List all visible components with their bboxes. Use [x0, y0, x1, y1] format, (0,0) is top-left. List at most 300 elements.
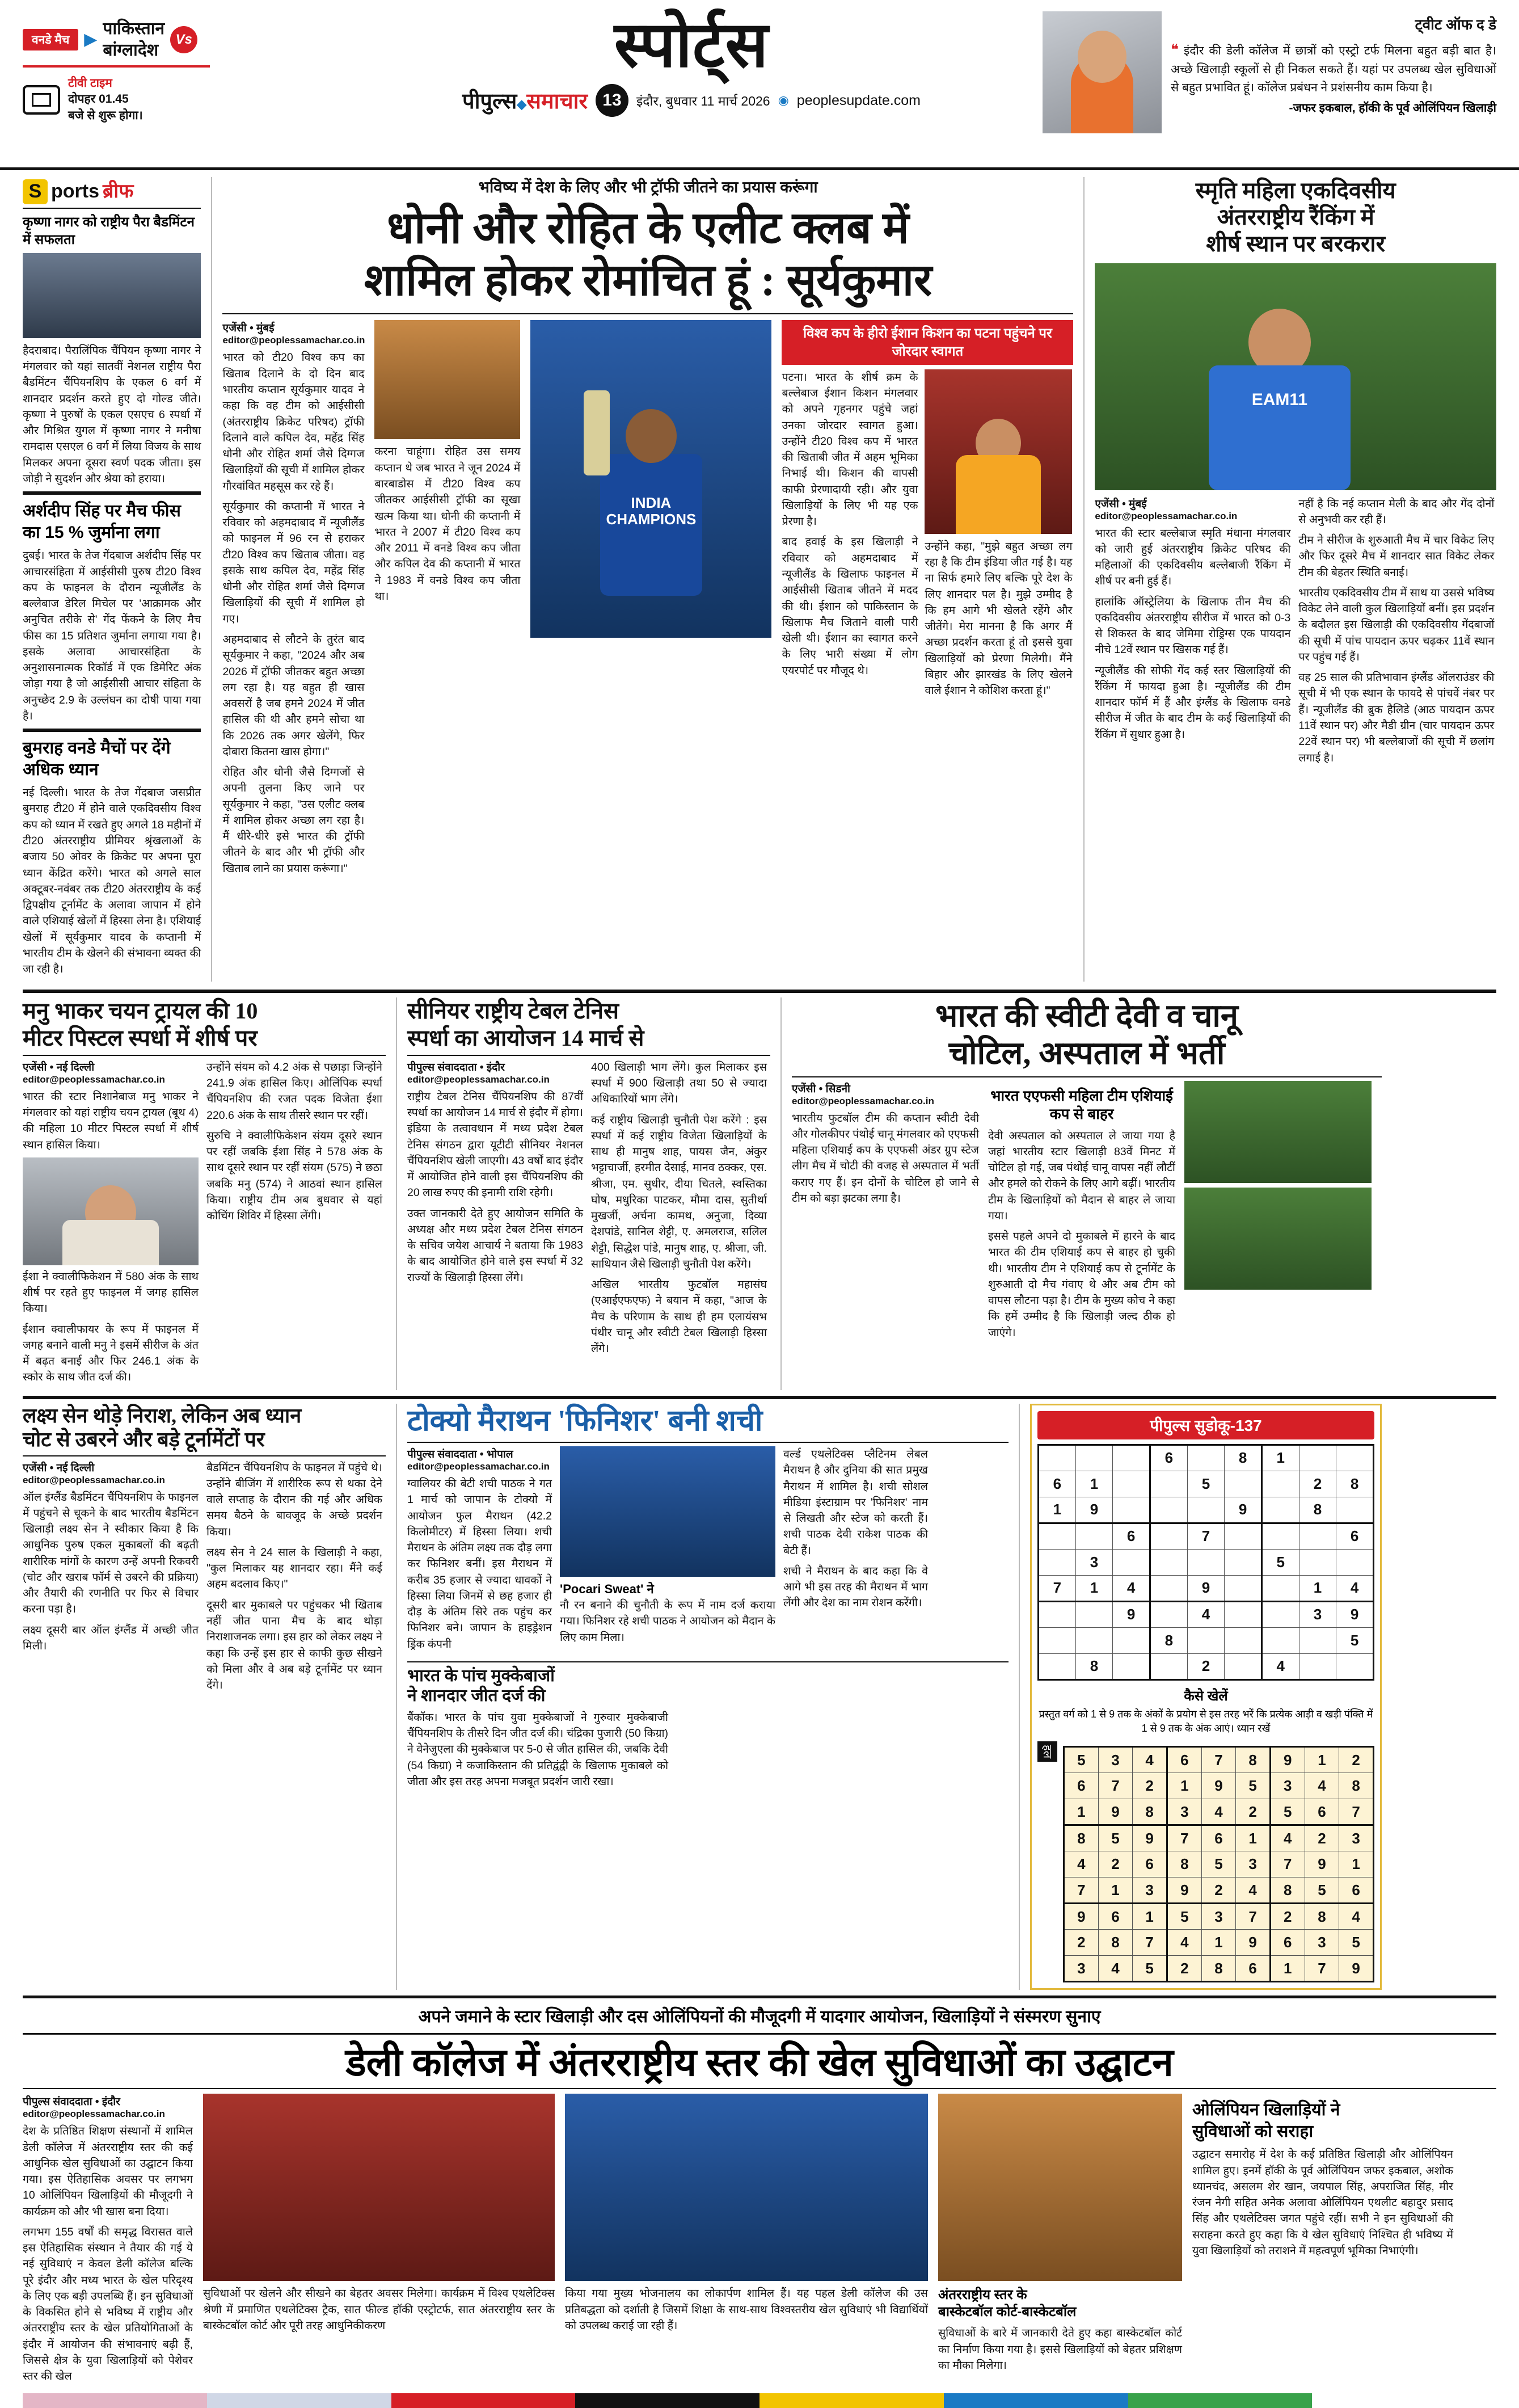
- sudoku-cell-4-5[interactable]: [1225, 1549, 1262, 1575]
- manu-para-1: भारत की स्टार निशानेबाज मनु भाकर ने मंगलवार को यहां राष्ट्रीय चयन ट्रायल (बूथ 4) की महिला 10 मीटर पिस्टल स्पर्धा में शीर्ष स्थान हासिल किया।: [23, 1090, 199, 1151]
- sudoku-cell-6-2[interactable]: 9: [1113, 1601, 1150, 1627]
- jersey-text: INDIA CHAMPIONS: [606, 494, 697, 528]
- smriti-story: [1095, 177, 1496, 982]
- sudoku-cell-5-0: 7: [1064, 1877, 1099, 1904]
- sudoku-cell-1-1[interactable]: 1: [1075, 1471, 1113, 1497]
- bottom-side-para-1: उद्घाटन समारोह में देश के कई प्रतिष्ठित खिलाड़ी और ओलिंपियन शामिल हुए। इनमें हॉकी के पूर्व ओलिंपियन जफर इकबाल, अशोक ध्यानचंद, असलम शेर खान, जयपाल सिंह, अपराजित सिंह, मीर रंजन नेगी सहित अनेक अलावा ओलिंपियन एथलीट बहादुर प्रसाद सिंह और एथलेटिक्स जगत पहुंचे रहीं। सभी ने इन सुविधाओं की सराहना करते हुए कहा कि ये खेल सुविधाएं निश्चित ही भविष्य में युवा खिलाड़ियों को तराशने में महत्वपूर्ण भूमिका निभाएंगी।: [1192, 2148, 1453, 2257]
- sudoku-cell-5-3[interactable]: [1150, 1575, 1187, 1601]
- bottom-byline: पीपुल्स संवाददाता • इंदौर: [23, 2096, 120, 2108]
- tokyo-headline: टोक्यो मैराथन 'फिनिशर' बनी शची: [407, 1404, 763, 1437]
- sudoku-cell-8-8: 9: [1339, 1956, 1374, 1982]
- boxing-headline-line-1: भारत के पांच मुक्केबाजों: [407, 1666, 555, 1685]
- lakshya-byline: एजेंसी • नई दिल्ली: [23, 1462, 95, 1474]
- brief-item-2-title: अर्शदीप सिंह पर मैच फीस का 15 % जुर्माना लगा: [23, 502, 181, 542]
- manu-headline: [23, 997, 386, 1051]
- page-number-badge: 13: [596, 84, 628, 117]
- sudoku-cell-8-3[interactable]: [1150, 1653, 1187, 1679]
- sudoku-cell-2-1[interactable]: 9: [1075, 1497, 1113, 1523]
- tt-para-2: उक्त जानकारी देते हुए आयोजन समिति के अध्यक्ष और मध्य प्रदेश टेबल टेनिस संगठन के सचिव जयेश आचार्य ने बताया कि 1983 के बाद आयोजित होने वाले इस स्पर्धा में 32 राज्यों के खिलाड़ी हिस्सा लेंगे।: [407, 1207, 583, 1284]
- sudoku-cell-5-7: 5: [1305, 1877, 1339, 1904]
- smriti-photo: EAM11: [1095, 263, 1496, 490]
- match-badge: वनडे मैच: [23, 29, 78, 50]
- lakshya-para-2: बैडमिंटन चैंपियनशिप के फाइनल में पहुंचे थे। उन्होंने बीजिंग में शारीरिक रूप से थका देने वाले सप्ताह के दौरान की गई और अधिक समय बैठने के बावजूद के अच्छे प्रदर्शन किया।: [206, 1461, 382, 1538]
- sudoku-cell-3-3[interactable]: [1150, 1523, 1187, 1549]
- sudoku-cell-6-2: 1: [1133, 1904, 1167, 1930]
- odi-row: [23, 18, 340, 61]
- sweety-email[interactable]: editor@peoplessamachar.co.in: [792, 1095, 934, 1106]
- sudoku-cell-2-0: 1: [1064, 1799, 1099, 1825]
- sudoku-cell-1-3[interactable]: [1150, 1471, 1187, 1497]
- sports-brief-column: [23, 177, 201, 982]
- sudoku-cell-2-1: 9: [1098, 1799, 1133, 1825]
- bottom-text-col-1: [23, 2094, 193, 2389]
- lead-para-3: अहमदाबाद से लौटने के तुरंत बाद सूर्यकुमार ने कहा, "2024 और अब 2026 में ट्रॉफी जीतकर बहुत अच्छा लग रहा है। यह बहुत ही खास अवसरों है जब हमने 2024 में जीत हासिल की थी और हमने सोचा था कि 2026 तक अगर खेलेंगे, फिर दोबारा कितना खास होगा।": [222, 633, 365, 758]
- manu-headline-line-1: मनु भाकर चयन ट्रायल की 10: [23, 998, 258, 1024]
- sudoku-cell-3-7: 2: [1305, 1825, 1339, 1851]
- lakshya-story: [23, 1404, 386, 1990]
- sudoku-cell-1-4[interactable]: 5: [1187, 1471, 1225, 1497]
- sudoku-cell-3-5[interactable]: [1225, 1523, 1262, 1549]
- sudoku-cell-4-7: 9: [1305, 1851, 1339, 1877]
- sudoku-cell-0-4: 7: [1201, 1747, 1236, 1773]
- sudoku-cell-2-8: 7: [1339, 1799, 1374, 1825]
- tokyo-para-1: ग्वालियर की बेटी शची पाठक ने गत 1 मार्च को जापान के टोक्यो में आयोजन फुल मैराथन (42.2 किलोमीटर) में हिस्सा लिया। शची मैराथन के अंतिम लक्ष्य तक दौड़ लगा कर फिनिशर बनीं। इस मैराथन में करीब 35 हजार से ज्यादा धावकों ने हिस्सा लिया जिनमें से छह हजार ही दौड़ के अंतिम सिरे तक पहुंच कर फिनिशर बने। जापान के हाइड्रेशन ड्रिंक कंपनी: [407, 1477, 552, 1651]
- sudoku-cell-7-6[interactable]: [1261, 1627, 1299, 1653]
- globe-icon: ◉: [778, 93, 789, 107]
- sudoku-cell-8-1[interactable]: 8: [1075, 1653, 1113, 1679]
- bottom-mega-headline: डेली कॉलेज में अंतरराष्ट्रीय स्तर की खेल सुविधाओं का उद्घाटन: [345, 2041, 1174, 2085]
- sudoku-cell-1-8: 8: [1339, 1773, 1374, 1799]
- sudoku-cell-2-0[interactable]: 1: [1039, 1497, 1076, 1523]
- sudoku-cell-4-3[interactable]: [1150, 1549, 1187, 1575]
- sudoku-cell-5-4[interactable]: 9: [1187, 1575, 1225, 1601]
- boxing-headline-line-2: ने शानदार जीत दर्ज की: [407, 1686, 546, 1706]
- sudoku-cell-1-1: 7: [1098, 1773, 1133, 1799]
- sudoku-cell-4-7[interactable]: [1299, 1549, 1336, 1575]
- tv-icon: [23, 85, 60, 115]
- sudoku-cell-7-1[interactable]: [1075, 1627, 1113, 1653]
- boxing-para-1: बैंकॉक। भारत के पांच युवा मुक्केबाजों ने गुरुवार मुक्केबाजी चैंपियनशिप के तीसरे दिन जीत दर्ज की। चंद्रिका पुजारी (50 किग्रा) ने वेनेजुएला की मुक्केबाज पर 5-0 से जीत हासिल की, जबकि देवी (54 किग्रा) ने कजाकिस्तान की प्रतिद्वंद्वी के खिलाफ मुकाबले को जीता और इस तरह अपना मजबूत प्रदर्शन जारी रखा।: [407, 1711, 668, 1788]
- tokyo-byline: पीपुल्स संवाददाता • भोपाल: [407, 1449, 513, 1461]
- tt-para-1: राष्ट्रीय टेबल टेनिस चैंपियनशिप की 87वीं स्पर्धा का आयोजन 14 मार्च से इंदौर में होगा। इंडिया के तत्वावधान में मध्य प्रदेश टेबल टेनिस संगठन द्वारा यूटीटी सीनियर नेशनल चैंपियनशिप खेली जाएगी। 43 वर्षों बाद इंदौर में आयोजित होने वाली इस चैंपियनशिप की 20 लाख रुपए की इनामी राशि रहेगी।: [407, 1090, 583, 1199]
- sweety-photo-2: [1184, 1188, 1372, 1290]
- divider-red: [23, 65, 210, 68]
- sudoku-cell-3-4[interactable]: 7: [1187, 1523, 1225, 1549]
- sudoku-cell-0-5[interactable]: 8: [1225, 1445, 1262, 1471]
- brief-logo-hindi: ब्रीफ: [103, 180, 134, 202]
- sudoku-cell-4-6: 7: [1270, 1851, 1305, 1877]
- sudoku-cell-6-3[interactable]: [1150, 1601, 1187, 1627]
- sudoku-cell-3-7[interactable]: [1299, 1523, 1336, 1549]
- sudoku-cell-6-8[interactable]: 9: [1336, 1601, 1374, 1627]
- brief-item-3-body: नई दिल्ली। भारत के तेज गेंदबाज जसप्रीत बुमराह टी20 में होने वाले एकदिवसीय विश्व कप को ध्यान में रखते हुए अगले 18 महीनों में टी20 अंतरराष्ट्रीय प्रीमियर श्रृंखलाओं के बजाय 50 ओवर के क्रिकेट पर अपना पूरा ध्यान केंद्रित करेंगे। भारत को अगले साल अक्टूबर-नवंबर तक टी20 अंतरराष्ट्रीय के कई द्विपक्षीय टूर्नामेंट के अलावा जापान में होने वाले एशियाई खेलों में हिस्सा लेना है। एशियाई खेलों में सूर्यकुमार यादव के कप्तानी में भारतीय टीम के खेलने की संभावना व्यक्त की जा रही है।: [23, 786, 201, 976]
- sudoku-cell-7-0: 2: [1064, 1930, 1099, 1956]
- tokyo-email[interactable]: editor@peoplessamachar.co.in: [407, 1461, 550, 1472]
- teams-block: [103, 18, 164, 61]
- sudoku-cell-6-1[interactable]: [1075, 1601, 1113, 1627]
- sudoku-cell-8-0: 3: [1064, 1956, 1099, 1982]
- bottom-side-head-1: [1192, 2099, 1453, 2142]
- brief-item-3-title: बुमराह वनडे मैचों पर देंगे अधिक ध्यान: [23, 739, 171, 779]
- tt-para-4: कई राष्ट्रीय खिलाड़ी चुनौती पेश करेंगे : इस स्पर्धा में कई राष्ट्रीय विजेता खिलाड़ियों के साथ ही मानुष शाह, पायस जैन, अंकुर भट्टाचार्जी, हरमीत देसाई, मानव ठक्कर, एस. श्रीजा, एम. सुधीर, दीया चितले, स्वस्तिका घोष, मधुरिका पाटकर, मौमा दास, सुतीर्था मुखर्जी, अर्चना कामथ, अनुजा, दिव्या देशपांडे, सानिल शेट्टी, ए. अमलराज, सलिल शेट्टी, सिद्धेश पांडे, मानुष शाह, ए. श्रीजा, जी. साथियान जैसे खिलाड़ी चुनौती पेश करेंगे।: [591, 1113, 767, 1270]
- sudoku-cell-4-4: 5: [1201, 1851, 1236, 1877]
- sudoku-cell-5-1[interactable]: 1: [1075, 1575, 1113, 1601]
- brief-item-1-body: हैदराबाद। पैरालिंपिक चैंपियन कृष्णा नागर ने मंगलवार को यहां सातवीं नेशनल राष्ट्रीय पैरा बैडमिंटन चैंपियनशिप के एकल 6 वर्ग में शानदार प्रदर्शन करते हुए दो गोल्ड जीते। कृष्णा ने पुरुषों के एकल एसएच 6 स्पर्धा में और मिश्रित युगल में कृष्णा नागर ने मनीषा रामदास एसएल 6 वर्ग में लिया विजय के साथ मिलकर अपना दूसरा स्वर्ण पदक जीता। इस जोड़ी ने सुदर्शन और श्रेया को हराया।: [23, 344, 201, 485]
- brief-item-1-photo: [23, 253, 201, 338]
- sudoku-cell-5-4: 2: [1201, 1877, 1236, 1904]
- sudoku-cell-6-6[interactable]: [1261, 1601, 1299, 1627]
- sudoku-cell-3-1[interactable]: [1075, 1523, 1113, 1549]
- sudoku-cell-4-0[interactable]: [1039, 1549, 1076, 1575]
- sudoku-cell-2-4: 4: [1201, 1799, 1236, 1825]
- sudoku-cell-5-2: 3: [1133, 1877, 1167, 1904]
- lakshya-para-3: लक्ष्य सेन ने 24 साल के खिलाड़ी ने कहा, "कुल मिलाकर यह शानदार रहा। मैंने कई अहम बदलाव किए।": [206, 1546, 382, 1591]
- sudoku-cell-2-8[interactable]: [1336, 1497, 1374, 1523]
- ishan-story: [782, 320, 1073, 881]
- sudoku-cell-4-2[interactable]: [1113, 1549, 1150, 1575]
- vs-icon: Vs: [170, 26, 197, 53]
- tv-time-text: [68, 75, 143, 124]
- sudoku-cell-8-1: 4: [1098, 1956, 1133, 1982]
- bottom-side-head1-line2: सुविधाओं को सराहा: [1192, 2121, 1314, 2141]
- sudoku-cell-1-0: 6: [1064, 1773, 1099, 1799]
- sudoku-cell-5-2[interactable]: 4: [1113, 1575, 1150, 1601]
- sudoku-cell-2-4[interactable]: [1187, 1497, 1225, 1523]
- bottom-side-para-2: सुविधाओं के बारे में जानकारी देते हुए कहा बास्केटबॉल कोर्ट का निर्माण किया गया है। इससे खिलाड़ियों को बेहतर प्रशिक्षण का मौका मिलेगा।: [938, 2327, 1182, 2372]
- lead-main-photo: [530, 320, 771, 638]
- play-arrow-icon: ▶: [84, 30, 98, 49]
- tv-time-block: [23, 75, 340, 124]
- tweet-text-value: इंदौर की डेली कॉलेज में छात्रों को एस्ट्रो टर्फ मिलना बहुत बड़ी बात है। अच्छे खिलाड़ी स्कूलों से ही निकल सकते हैं। यहां पर उपलब्ध खेल सुविधाओं से बहुत प्रभावित हूं। कॉलेज प्रबंधन ने प्रशंसनीय काम किया है।: [1171, 44, 1496, 94]
- bottom-photo-3-wrap: [938, 2094, 1182, 2389]
- smriti-headline-line-1: स्मृति महिला एकदिवसीय: [1195, 178, 1396, 203]
- sudoku-cell-2-3[interactable]: [1150, 1497, 1187, 1523]
- sudoku-cell-8-3: 2: [1167, 1956, 1201, 1982]
- manu-para-4: उन्होंने संयम को 4.2 अंक से पछाड़ा जिन्होंने 241.9 अंक हासिल किए। ओलिंपिक स्पर्धा चैंपियनशिप की रजत पदक विजेता ईशा 220.6 अंक के साथ तीसरे स्थान पर रहीं।: [206, 1060, 382, 1122]
- tokyo-para-3: वर्ल्ड एथलेटिक्स प्लैटिनम लेबल मैराथन है और दुनिया की सात प्रमुख मैराथन में शामिल है। शची सोशल मीडिया इंस्टाग्राम पर 'फिनिशर' नाम से लिखती और स्टेज को करती हैं। शची पाठक देवी राकेश पाठक की बेटी हैं।: [783, 1448, 928, 1557]
- sudoku-cell-0-3: 6: [1167, 1747, 1201, 1773]
- sudoku-cell-5-6: 8: [1270, 1877, 1305, 1904]
- sudoku-cell-3-8: 3: [1339, 1825, 1374, 1851]
- sudoku-cell-2-5[interactable]: 9: [1225, 1497, 1262, 1523]
- sweety-headline: [792, 997, 1382, 1072]
- tweet-of-the-day: [1043, 8, 1496, 133]
- sudoku-cell-8-0[interactable]: [1039, 1653, 1076, 1679]
- sudoku-cell-1-5: 5: [1236, 1773, 1271, 1799]
- tokyo-para-2: नौ रन बनाने की चुनौती के रूप में नाम दर्ज कराया गया। फिनिशर रहे शची पाठक ने आयोजन को मैदान के लिए काम मिला।: [560, 1599, 775, 1644]
- sudoku-cell-2-2: 8: [1133, 1799, 1167, 1825]
- sudoku-cell-6-6: 2: [1270, 1904, 1305, 1930]
- sudoku-cell-4-8[interactable]: [1336, 1549, 1374, 1575]
- tt-para-3: 400 खिलाड़ी भाग लेंगे। कुल मिलाकर इस स्पर्धा में 900 खिलाड़ी तथा 50 से ज्यादा अधिकारियों भाग लेंगे।: [591, 1060, 767, 1106]
- bottom-photo-3: [938, 2094, 1182, 2281]
- tv-line-1: दोपहर 01.45: [68, 92, 129, 106]
- sudoku-cell-1-5[interactable]: [1225, 1471, 1262, 1497]
- sudoku-cell-7-3[interactable]: 8: [1150, 1627, 1187, 1653]
- sudoku-cell-4-3: 8: [1167, 1851, 1201, 1877]
- brand-row: [340, 84, 1043, 117]
- sudoku-cell-6-8: 4: [1339, 1904, 1374, 1930]
- sudoku-cell-3-6[interactable]: [1261, 1523, 1299, 1549]
- lead-para-4: रोहित और धोनी जैसे दिग्गजों से अपनी तुलना किए जाने पर सूर्यकुमार ने कहा, "उस एलीट क्लब में शामिल होकर अच्छा लग रहा है। मैं धीरे-धीरे इसे भारत की ट्रॉफी जीतने के बाद और भी ट्रॉफी और खिताब लाने का प्रयास करूंगा।": [222, 766, 365, 875]
- sudoku-cell-6-3: 5: [1167, 1904, 1201, 1930]
- tweet-heading: ट्वीट ऑफ द डे: [1415, 16, 1496, 33]
- sudoku-cell-1-0[interactable]: 6: [1039, 1471, 1076, 1497]
- sweety-photo-1: [1184, 1081, 1372, 1183]
- sudoku-cell-7-2[interactable]: [1113, 1627, 1150, 1653]
- sudoku-cell-7-5[interactable]: [1225, 1627, 1262, 1653]
- smriti-para-3: न्यूजीलैंड की सोफी गेंद कई स्तर खिलाड़ियों की रैंकिंग में फायदा हुआ है। न्यूजीलैंड की टीम शानदार फॉर्म में हैं और इंग्लैंड के खिलाफ वनडे सीरीज में जीत के बाद टीम के कई खिलाड़ियों की रैंकिंग में सुधार हुआ है।: [1095, 664, 1291, 741]
- ishan-headline: विश्व कप के हीरो ईशान किशन का पटना पहुंचने पर जोरदार स्वागत: [782, 320, 1073, 364]
- bottom-photo-2: [565, 2094, 928, 2281]
- lead-para-5: करना चाहूंगा। रोहित उस समय कप्तान थे जब भारत ने जून 2024 में बारबाडोस में टी20 विश्व कप जीतकर आईसीसी ट्रॉफी का सूखा खत्म किया था। धोनी की कप्तानी में भारत ने 2007 में टी20 विश्व कप और 2011 में वनडे विश्व कप जीता और कपिल देव की कप्तानी में भारत ने 1983 में वनडे विश्व कप जीता था।: [374, 445, 521, 603]
- sudoku-cell-3-2[interactable]: 6: [1113, 1523, 1150, 1549]
- lakshya-headline-line-2: चोट से उबरने और बड़े टूर्नामेंटों पर: [23, 1428, 265, 1451]
- bottom-para-2: लगभग 155 वर्षों की समृद्ध विरासत वाले इस ऐतिहासिक संस्थान ने तैयार की गई ये नई सुविधाएं न केवल डेली कॉलेज बल्कि पूरे इंदौर और मध्य भारत के खेल परिदृश्य के लिए एक बड़ी उपलब्धि हैं। इन सुविधाओं के विकसित होने से भविष्य में राष्ट्रीय और अंतरराष्ट्रीय स्तर के खेल प्रतियोगिताओं के इंदौर में आयोजन की संभावनाएं बढ़ी हैं, जिससे क्षेत्र के युवा खिलाड़ियों को पेशेवर स्तर की खेल: [23, 2225, 193, 2383]
- sudoku-cell-3-2: 9: [1133, 1825, 1167, 1851]
- sudoku-cell-6-7: 8: [1305, 1904, 1339, 1930]
- tt-headline: [407, 997, 770, 1051]
- manu-para-3: ईशान क्वालीफायर के रूप में फाइनल में जगह बनाने वाली मनु ने इसमें सीरीज के अंत में बढ़त बनाई और फिर 246.1 अंक के स्कोर के साथ जीत दर्ज की।: [23, 1323, 199, 1384]
- ishan-para-1: पटना। भारत के शीर्ष क्रम के बल्लेबाज ईशान किशन मंगलवार को अपने गृहनगर पहुंचे जहां उनका जोरदार स्वागत हुआ। उन्होंने टी20 विश्व कप में भारत की खिताबी जीत में अहम भूमिका निभाई थी। किशन की वापसी काफी प्रेरणादायी रही। और युवा खिलाड़ियों के लिए भी यह एक प्रेरणा है।: [782, 371, 918, 528]
- smriti-para-7: वह 25 साल की प्रतिभावान इंग्लैंड ऑलराउंडर की सूची में भी एक स्थान के फायदे से पांचवें नंबर पर हैं। न्यूजीलैंड की ब्रुक हैलिडे (आठ पायदान ऊपर 11वें स्थान पर) और मैडी ग्रीन (चार पायदान ऊपर 22वें स्थान पर) भी बल्लेबाजों की सूची में छलांग लगाई है।: [1298, 671, 1495, 764]
- smriti-email[interactable]: editor@peoplessamachar.co.in: [1095, 510, 1238, 521]
- website-url[interactable]: peoplesupdate.com: [796, 92, 921, 108]
- smriti-para-5: टीम ने सीरीज के शुरुआती मैच में चार विकेट लिए और फिर दूसरे मैच में शानदार सात विकेट लेकर टीम की बेहतर स्थिति बनाई।: [1298, 534, 1495, 579]
- sudoku-cell-4-6[interactable]: 5: [1261, 1549, 1299, 1575]
- lakshya-headline: [23, 1404, 386, 1452]
- smriti-headline: [1095, 177, 1496, 258]
- tt-headline-line-2: स्पर्धा का आयोजन 14 मार्च से: [407, 1025, 644, 1051]
- brief-item-1-title: कृष्णा नागर को राष्ट्रीय पैरा बैडमिंटन में सफलता: [23, 214, 195, 247]
- sudoku-cell-7-7[interactable]: [1299, 1627, 1336, 1653]
- manu-para-2: ईशा ने क्वालीफिकेशन में 580 अंक के साथ शीर्ष पर रहते हुए फाइनल में जगह हासिल किया।: [23, 1270, 199, 1315]
- sudoku-cell-0-1[interactable]: [1075, 1445, 1113, 1471]
- sudoku-cell-6-4: 3: [1201, 1904, 1236, 1930]
- sudoku-title: पीपुल्स सुडोकू-137: [1037, 1411, 1374, 1439]
- sudoku-cell-6-0[interactable]: [1039, 1601, 1076, 1627]
- sudoku-answer-label: हल: [1037, 1741, 1057, 1762]
- bottom-side-column: [1192, 2094, 1453, 2389]
- sudoku-cell-3-0: 8: [1064, 1825, 1099, 1851]
- sudoku-cell-3-1: 5: [1098, 1825, 1133, 1851]
- tweet-author-photo: [1043, 11, 1162, 133]
- tokyo-story: [407, 1404, 1009, 1990]
- sudoku-cell-7-4: 1: [1201, 1930, 1236, 1956]
- sudoku-cell-7-3: 4: [1167, 1930, 1201, 1956]
- bottom-side-head-2: [938, 2287, 1182, 2321]
- lead-story: [222, 177, 1073, 982]
- sudoku-cell-5-5: 4: [1236, 1877, 1271, 1904]
- lead-text-col-2: [374, 320, 520, 881]
- smriti-byline: एजेंसी • मुंबई: [1095, 498, 1147, 510]
- sudoku-cell-8-5: 6: [1236, 1956, 1271, 1982]
- tokyo-para-4: शची ने मैराथन के बाद कहा कि वे आगे भी इस तरह की मैराथन में भाग लेंगी और देश का नाम रोशन करेंगी।: [783, 1564, 928, 1610]
- sudoku-cell-7-8[interactable]: 5: [1336, 1627, 1374, 1653]
- manu-email[interactable]: editor@peoplessamachar.co.in: [23, 1074, 165, 1085]
- sudoku-cell-0-8: 2: [1339, 1747, 1374, 1773]
- sudoku-cell-7-0[interactable]: [1039, 1627, 1076, 1653]
- sudoku-cell-5-5[interactable]: [1225, 1575, 1262, 1601]
- sudoku-cell-2-6[interactable]: [1261, 1497, 1299, 1523]
- team-1: पाकिस्तान: [103, 19, 165, 38]
- boxing-headline: [407, 1666, 668, 1706]
- brief-logo-s: S: [23, 179, 48, 204]
- sudoku-cell-8-8[interactable]: [1336, 1653, 1374, 1679]
- sudoku-cell-7-4[interactable]: [1187, 1627, 1225, 1653]
- smriti-para-2: हालांकि ऑस्ट्रेलिया के खिलाफ तीन मैच की एकदिवसीय अंतरराष्ट्रीय सीरीज में भारत को 0-3 से शिकस्त के बाद जेमिमा रोड्रिग्स एक पायदान नीचे 12वें स्थान पर खिसक गई हैं।: [1095, 595, 1291, 656]
- sudoku-solution-grid: [1063, 1746, 1374, 1982]
- sweety-byline: एजेंसी • सिडनी: [792, 1083, 850, 1095]
- lead-main-photo-wrap: [530, 320, 771, 881]
- sudoku-cell-1-2[interactable]: [1113, 1471, 1150, 1497]
- ishan-para-2: बाद हवाई के इस खिलाड़ी ने रविवार को अहमदाबाद में न्यूजीलैंड के खिलाफ फाइनल में आईसीसी खिताब जीतने में मदद की थी। ईशान को पाकिस्तान के खिलाफ मैच जिताने वाली पारी खेली थी। ईशान का स्वागत करने के लिए भारी संख्या में लोग एयरपोर्ट पर मौजूद थे।: [782, 536, 918, 677]
- sudoku-how-text: प्रस्तुत वर्ग को 1 से 9 तक के अंकों के प्रयोग से इस तरह भरें कि प्रत्येक आड़ी व खड़ी पंक्ति में 1 से 9 तक के अंक आएं। ध्यान रखें: [1039, 1708, 1373, 1734]
- lead-para-1: भारत को टी20 विश्व कप का खिताब दिलाने के दो दिन बाद भारतीय कप्तान सूर्यकुमार यादव ने कहा कि वह टीम को आईसीसी (अंतरराष्ट्रीय क्रिकेट परिषद) ट्रॉफी दिलाने वाले कपिल देव, महेंद्र सिंह धोनी और रोहित शर्मा जैसे दिग्गज खिलाड़ियों की सूची में शामिल होकर गौरवांवित महसूस कर रहे हैं।: [222, 351, 365, 492]
- lakshya-para-5: लक्ष्य दूसरी बार ऑल इंग्लैंड में अच्छी जीत मिली।: [23, 1623, 199, 1652]
- lead-para-2: सूर्यकुमार की कप्तानी में भारत ने रविवार को अहमदाबाद में न्यूजीलैंड को फाइनल में 96 रन से हराकर टी20 विश्व कप खिताब जीता। वह इसके साथ कपिल देव, महेंद्र सिंह धोनी और रोहित शर्मा जैसे दिग्गज खिलाड़ियों की सूची में शामिल हो गए।: [222, 500, 365, 625]
- sudoku-cell-1-7[interactable]: 2: [1299, 1471, 1336, 1497]
- sudoku-cell-1-8[interactable]: 8: [1336, 1471, 1374, 1497]
- bottom-side-head1-line1: ओलिंपियन खिलाड़ियों ने: [1192, 2100, 1340, 2120]
- sudoku-cell-0-0[interactable]: [1039, 1445, 1076, 1471]
- sudoku-cell-5-3: 9: [1167, 1877, 1201, 1904]
- sudoku-cell-0-5: 8: [1236, 1747, 1271, 1773]
- sudoku-cell-8-7[interactable]: [1299, 1653, 1336, 1679]
- sudoku-cell-6-5: 7: [1236, 1904, 1271, 1930]
- masthead-title-block: [340, 8, 1043, 117]
- sweety-para-2: देवी अस्पताल को अस्पताल ले जाया गया है जहां भारतीय स्टार खिलाड़ी 83वें मिनट में चोटिल हो गई, जब पंथोई चानू वापस नहीं लौटीं और हमले को रोकने के लिए आगे बढ़ीं। भारतीय टीम के खिलाड़ियों को मैदान से बाहर ले जाया गया।: [988, 1129, 1175, 1222]
- footer-color-bar: [23, 2393, 1496, 2408]
- tt-para-5: अखिल भारतीय फुटबॉल महासंघ (एआईएफएफ) ने बयान में कहा, "आज के मैच के परिणाम के साथ ही हम एलायंसभ पंथीर चानू और स्वीटी टेबल खिलाड़ी हिस्सा लेंगे।: [591, 1278, 767, 1355]
- quote-mark-icon: ❝: [1171, 41, 1179, 58]
- sudoku-cell-3-3: 7: [1167, 1825, 1201, 1851]
- lakshya-email[interactable]: editor@peoplessamachar.co.in: [23, 1474, 165, 1485]
- brand-part-1: पीपुल्स: [462, 90, 517, 113]
- smriti-para-1: भारत की स्टार बल्लेबाज स्मृति मंधाना मंगलवार को जारी हुई अंतरराष्ट्रीय क्रिकेट परिषद की महिलाओं की एकदिवसीय बल्लेबाजी रैंकिंग में शीर्ष पर बनी हुई हैं।: [1095, 527, 1291, 588]
- sudoku-cell-0-7[interactable]: [1299, 1445, 1336, 1471]
- sudoku-grid[interactable]: [1037, 1444, 1374, 1681]
- sudoku-cell-0-8[interactable]: [1336, 1445, 1374, 1471]
- sudoku-cell-7-2: 7: [1133, 1930, 1167, 1956]
- sudoku-cell-4-5: 3: [1236, 1851, 1271, 1877]
- sudoku-cell-0-4[interactable]: [1187, 1445, 1225, 1471]
- sudoku-cell-8-2[interactable]: [1113, 1653, 1150, 1679]
- page-title: स्पोर्ट्स: [614, 10, 769, 81]
- lakshya-para-1: ऑल इंग्लैंड बैडमिंटन चैंपियनशिप के फाइनल में पहुंचने से चूकने के बाद भारतीय बैडमिंटन खिलाड़ी लक्ष्य सेन ने स्वीकार किया है कि आधुनिक पुरुष एकल मुकाबलों की बढ़ती शारीरिक मांगों के कारण उन्हें अपनी रिकवरी (चोट और खराब फॉर्म से उबरने की प्रक्रिया) और तैयारी की रणनीति पर फिर से विचार करना पड़ा है।: [23, 1491, 199, 1616]
- sudoku-cell-0-1: 3: [1098, 1747, 1133, 1773]
- lead-headline-line-1: धोनी और रोहित के एलीट क्लब में: [387, 203, 909, 253]
- sudoku-cell-8-6[interactable]: 4: [1261, 1653, 1299, 1679]
- tt-headline-line-1: सीनियर राष्ट्रीय टेबल टेनिस: [407, 998, 619, 1024]
- bottom-side-head2-line2: बास्केटबॉल कोर्ट-बास्केटबॉल: [938, 2304, 1077, 2320]
- bottom-band: अपने जमाने के स्टार खिलाड़ी और दस ओलिंपियनों की मौजूदगी में यादगार आयोजन, खिलाड़ियों ने संस्मरण सुनाए: [23, 1996, 1496, 2035]
- sudoku-cell-8-6: 1: [1270, 1956, 1305, 1982]
- sudoku-cell-3-5: 1: [1236, 1825, 1271, 1851]
- sudoku-cell-4-2: 6: [1133, 1851, 1167, 1877]
- brief-logo-text: ports: [51, 180, 99, 202]
- lead-email[interactable]: editor@peoplessamachar.co.in: [222, 335, 365, 346]
- ishan-photo: [925, 369, 1072, 534]
- sudoku-cell-6-7[interactable]: 3: [1299, 1601, 1336, 1627]
- masthead-match-info: [23, 8, 340, 124]
- sudoku-cell-6-4[interactable]: 4: [1187, 1601, 1225, 1627]
- sudoku-cell-5-1: 1: [1098, 1877, 1133, 1904]
- sudoku-cell-4-1[interactable]: 3: [1075, 1549, 1113, 1575]
- place-date: इंदौर, बुधवार 11 मार्च 2026: [636, 94, 770, 108]
- sudoku-cell-0-6[interactable]: 1: [1261, 1445, 1299, 1471]
- manu-story: [23, 997, 386, 1390]
- sudoku-cell-5-8[interactable]: 4: [1336, 1575, 1374, 1601]
- sudoku-cell-3-8[interactable]: 6: [1336, 1523, 1374, 1549]
- lead-photo-secondary: [374, 320, 520, 439]
- sudoku-cell-1-6[interactable]: [1261, 1471, 1299, 1497]
- sudoku-cell-5-6[interactable]: [1261, 1575, 1299, 1601]
- sudoku-cell-1-6: 3: [1270, 1773, 1305, 1799]
- lead-byline: एजेंसी • मुंबई: [222, 322, 275, 335]
- lakshya-headline-line-1: लक्ष्य सेन थोड़े निराश, लेकिन अब ध्यान: [23, 1404, 302, 1427]
- sudoku-cell-5-8: 6: [1339, 1877, 1374, 1904]
- bottom-para-1: देश के प्रतिष्ठित शिक्षण संस्थानों में शामिल डेली कॉलेज में अंतरराष्ट्रीय स्तर की कई आधुनिक खेल सुविधाओं का उद्घाटन किया गया। इस ऐतिहासिक अवसर पर लगभग 10 ओलिंपियन खिलाड़ियों की मौजूदगी ने कार्यक्रम को और भी खास बना दिया।: [23, 2125, 193, 2218]
- lead-headline-line-2: शामिल होकर रोमांचित हूं : सूर्यकुमार: [364, 255, 932, 305]
- sudoku-cell-3-6: 4: [1270, 1825, 1305, 1851]
- sudoku-cell-2-6: 5: [1270, 1799, 1305, 1825]
- sudoku-cell-8-4: 8: [1201, 1956, 1236, 1982]
- tv-label: टीवी टाइम: [68, 77, 112, 90]
- sudoku-cell-8-4[interactable]: 2: [1187, 1653, 1225, 1679]
- sudoku-cell-5-0[interactable]: 7: [1039, 1575, 1076, 1601]
- sudoku-cell-1-2: 2: [1133, 1773, 1167, 1799]
- sudoku-cell-0-2: 4: [1133, 1747, 1167, 1773]
- bottom-email[interactable]: editor@peoplessamachar.co.in: [23, 2108, 165, 2120]
- bottom-photo-1-wrap: [203, 2094, 555, 2389]
- tt-email[interactable]: editor@peoplessamachar.co.in: [407, 1074, 550, 1085]
- smriti-para-4: नहीं है कि नई कप्तान मेली के बाद और गेंद दोनों से अनुभवी कर रही हैं।: [1298, 497, 1495, 526]
- bottom-photo-1: [203, 2094, 555, 2281]
- sudoku-cell-0-3[interactable]: 6: [1150, 1445, 1187, 1471]
- manu-headline-line-2: मीटर पिस्टल स्पर्धा में शीर्ष पर: [23, 1025, 258, 1051]
- sudoku-cell-4-4[interactable]: [1187, 1549, 1225, 1575]
- sweety-subhead: भारत एएफसी महिला टीम एशियाई कप से बाहर: [990, 1087, 1173, 1123]
- sudoku-cell-1-3: 1: [1167, 1773, 1201, 1799]
- sports-brief-logo: [23, 177, 201, 204]
- sudoku-cell-4-1: 2: [1098, 1851, 1133, 1877]
- tt-byline: पीपुल्स संवाददाता • इंदौर: [407, 1061, 505, 1074]
- sudoku-cell-2-2[interactable]: [1113, 1497, 1150, 1523]
- sweety-story: [792, 997, 1382, 1390]
- tv-line-2: बजे से शुरू होगा।: [68, 108, 143, 122]
- smriti-headline-line-3: शीर्ष स्थान पर बरकरार: [1206, 231, 1386, 257]
- bottom-side-head2-line1: अंतरराष्ट्रीय स्तर के: [938, 2287, 1027, 2303]
- sudoku-cell-4-0: 4: [1064, 1851, 1099, 1877]
- bottom-para-3: सुविधाओं पर खेलने और सीखने का बेहतर अवसर मिलेगा। कार्यक्रम में विश्व एथलेटिक्स श्रेणी में प्रमाणित एथलेटिक्स ट्रैक, सात फील्ड हॉकी एस्ट्रोटर्फ, सात अंतरराष्ट्रीय स्तर के बास्केटबॉल कोर्ट और पूरी तरह आधुनिकीकरण: [203, 2287, 555, 2332]
- sudoku-cell-5-7[interactable]: 1: [1299, 1575, 1336, 1601]
- sudoku-cell-4-8: 1: [1339, 1851, 1374, 1877]
- sudoku-cell-2-7[interactable]: 8: [1299, 1497, 1336, 1523]
- sudoku-cell-3-4: 6: [1201, 1825, 1236, 1851]
- tokyo-sub: 'Pocari Sweat' ने: [560, 1582, 654, 1597]
- sudoku-cell-8-5[interactable]: [1225, 1653, 1262, 1679]
- sudoku-cell-0-2[interactable]: [1113, 1445, 1150, 1471]
- sudoku-cell-3-0[interactable]: [1039, 1523, 1076, 1549]
- lakshya-para-4: दूसरी बार मुकाबले पर पहुंचकर भी खिताब नहीं जीत पाना मैच के बाद थोड़ा निराशाजनक लगा। इस हार को लेकर लक्ष्य ने कहा कि उन्हें इस हार से काफी कुछ सीखने को मिला और वे अब बड़े टूर्नामेंट पर ध्यान देंगे।: [206, 1598, 382, 1692]
- sudoku-cell-6-5[interactable]: [1225, 1601, 1262, 1627]
- sudoku-cell-0-6: 9: [1270, 1747, 1305, 1773]
- ishan-para-3: उन्होंने कहा, "मुझे बहुत अच्छा लग रहा है कि टीम इंडिया जीत गई है। यह ना सिर्फ हमारे लिए बल्कि पूरे देश के लिए शानदार पल है। मुझे उम्मीद है कि हम आगे भी खेलते रहेंगे और जीतेंगे। मेरा मानना है कि अगर मैं अच्छा प्रदर्शन करता हूं तो इससे युवा खिलाड़ियों को प्रेरणा मिलेगी। मैंने बिहार और झारखंड के लिए खेलने वाले ईशान ने कोशिश करता हूं।": [925, 540, 1073, 697]
- sudoku-cell-1-7: 4: [1305, 1773, 1339, 1799]
- manu-photo: [23, 1157, 199, 1265]
- sudoku-panel: [1030, 1404, 1382, 1990]
